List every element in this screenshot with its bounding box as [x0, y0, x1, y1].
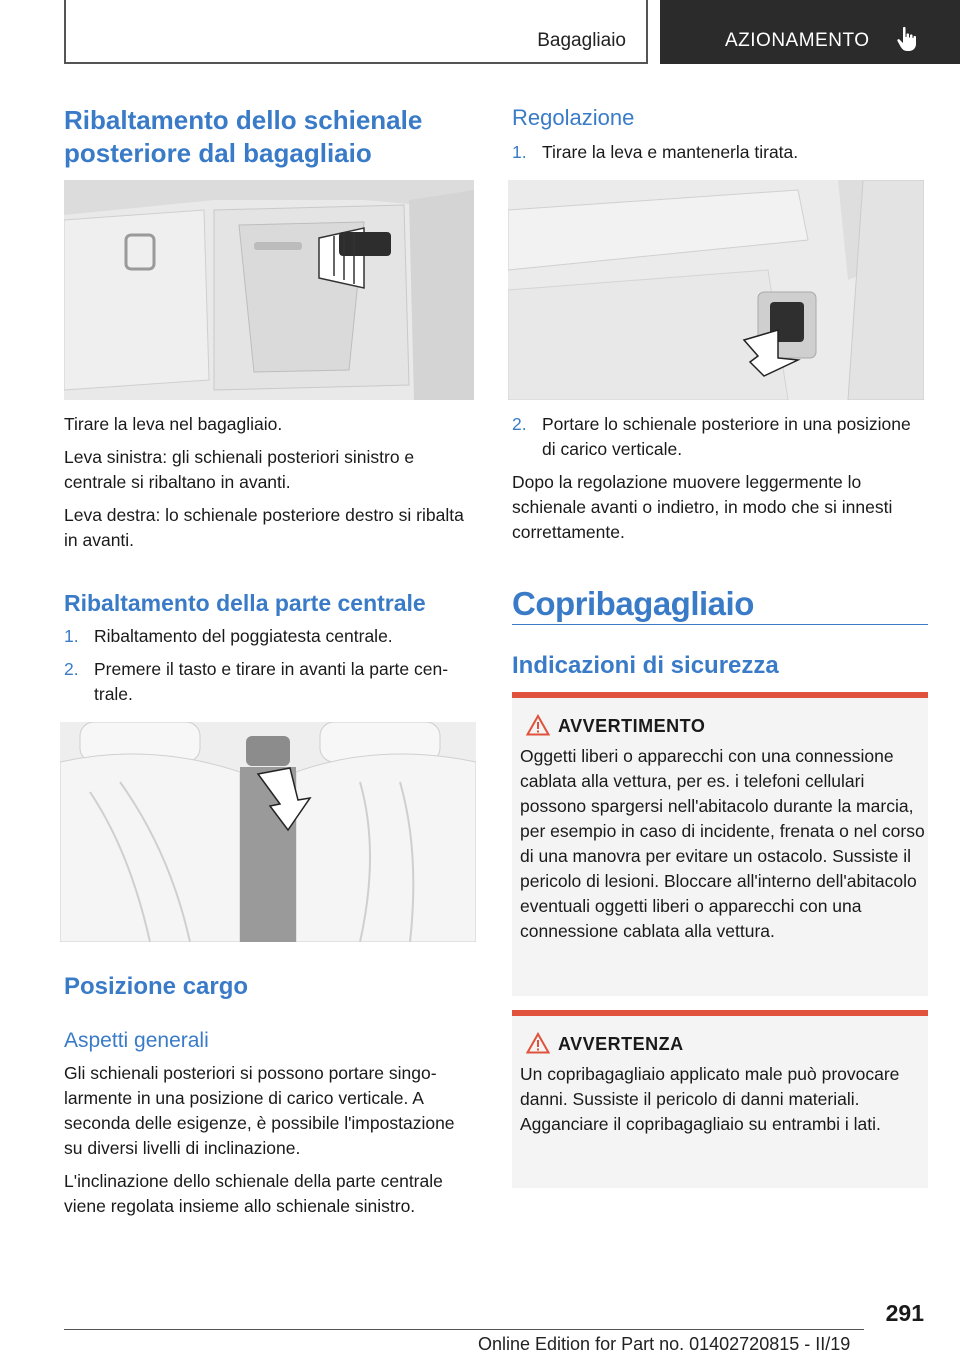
list-text: Portare lo schienale posteriore in una posizione di carico verticale. [542, 414, 911, 459]
header-section-box [64, 0, 648, 64]
illustration-center-backrest [60, 722, 476, 942]
list-number: 1. [512, 142, 527, 162]
page-number: 291 [885, 1300, 924, 1326]
list-number: 1. [64, 626, 79, 646]
heading-fold-center: Ribaltamento della parte centrale [64, 590, 426, 616]
list-item [512, 412, 924, 462]
header-chapter-title: AZIONAMENTO [725, 30, 870, 51]
heading-general-aspects: Aspetti generali [64, 1029, 209, 1052]
footer-rule [64, 1329, 864, 1330]
caution-body: Un copribagagliaio applicato male può provocare danni. Sussiste il pericolo di danni materiali. Agganciare il copribagagliaio su entrambi i lati. [520, 1064, 900, 1134]
text-pull-lever: Tirare la leva nel bagagliaio. [64, 414, 283, 434]
heading-cargo-position: Posizione cargo [64, 973, 249, 1000]
footer-edition: Online Edition for Part no. 01402720815 - II/19 [478, 1334, 851, 1354]
list-text: Tirare la leva e mantenerla tirata. [542, 142, 799, 162]
heading-adjustment: Regolazione [512, 105, 635, 130]
caution-title: AVVERTENZA [558, 1034, 684, 1054]
list-number: 2. [64, 659, 79, 679]
heading-safety: Indicazioni di sicurezza [512, 652, 779, 679]
warning-title: AVVERTIMENTO [558, 716, 706, 736]
heading-fold-rear-backrest: Ribaltamento dello schienale posteriore dal bagagliaio [64, 105, 423, 168]
heading-rule [512, 624, 928, 625]
text-general-1: Gli schienali posteriori si possono portare singolarmente in una posizione di carico verticale. A seconda delle esigenze, è possibile l'impostazione su diversi livelli di inclinazione. [64, 1063, 455, 1158]
hand-pointer-icon [896, 26, 918, 57]
list-text: Premere il tasto e tirare in avanti la parte centrale. [94, 659, 449, 704]
text-general-2: L'inclinazione dello schienale della parte centrale viene regolata insieme allo schienale sinistro. [64, 1171, 443, 1216]
illustration-trunk-lever [64, 180, 474, 400]
warning-body: Oggetti liberi o apparecchi con una connessione cablata alla vettura, per es. i telefoni cellulari possono spargersi nell'abitacolo durante la marcia, per esempio in caso di incidente, frenata o nel corso di una manovra per evitare un ostacolo. Sussiste il pericolo di lesioni. Bloccare all'interno dell'abitacolo eventuali oggetti liberi o apparecchi con una connessione cablata alla vettura. [520, 746, 925, 941]
warning-box [512, 692, 928, 996]
list-item [64, 657, 476, 707]
text-after-adjustment: Dopo la regolazione muovere leggermente lo schienale avanti o indietro, in modo che si innesti correttamente. [512, 472, 893, 542]
text-left-lever: Leva sinistra: gli schienali posteriori sinistro e centrale si ribaltano in avanti. [64, 447, 415, 492]
header-chapter-tab [660, 0, 960, 64]
warning-triangle-icon [526, 1032, 550, 1059]
heading-luggage-cover: Copribagagliaio [512, 585, 754, 622]
warning-triangle-icon [526, 714, 550, 741]
illustration-adjustment-lever [508, 180, 924, 400]
list-text: Ribaltamento del poggiatesta centrale. [94, 626, 393, 646]
caution-box [512, 1010, 928, 1188]
text-right-lever: Leva destra: lo schienale posteriore destro si ribalta in avanti. [64, 505, 464, 550]
header-section-title: Bagagliaio [537, 30, 626, 51]
list-number: 2. [512, 414, 527, 434]
